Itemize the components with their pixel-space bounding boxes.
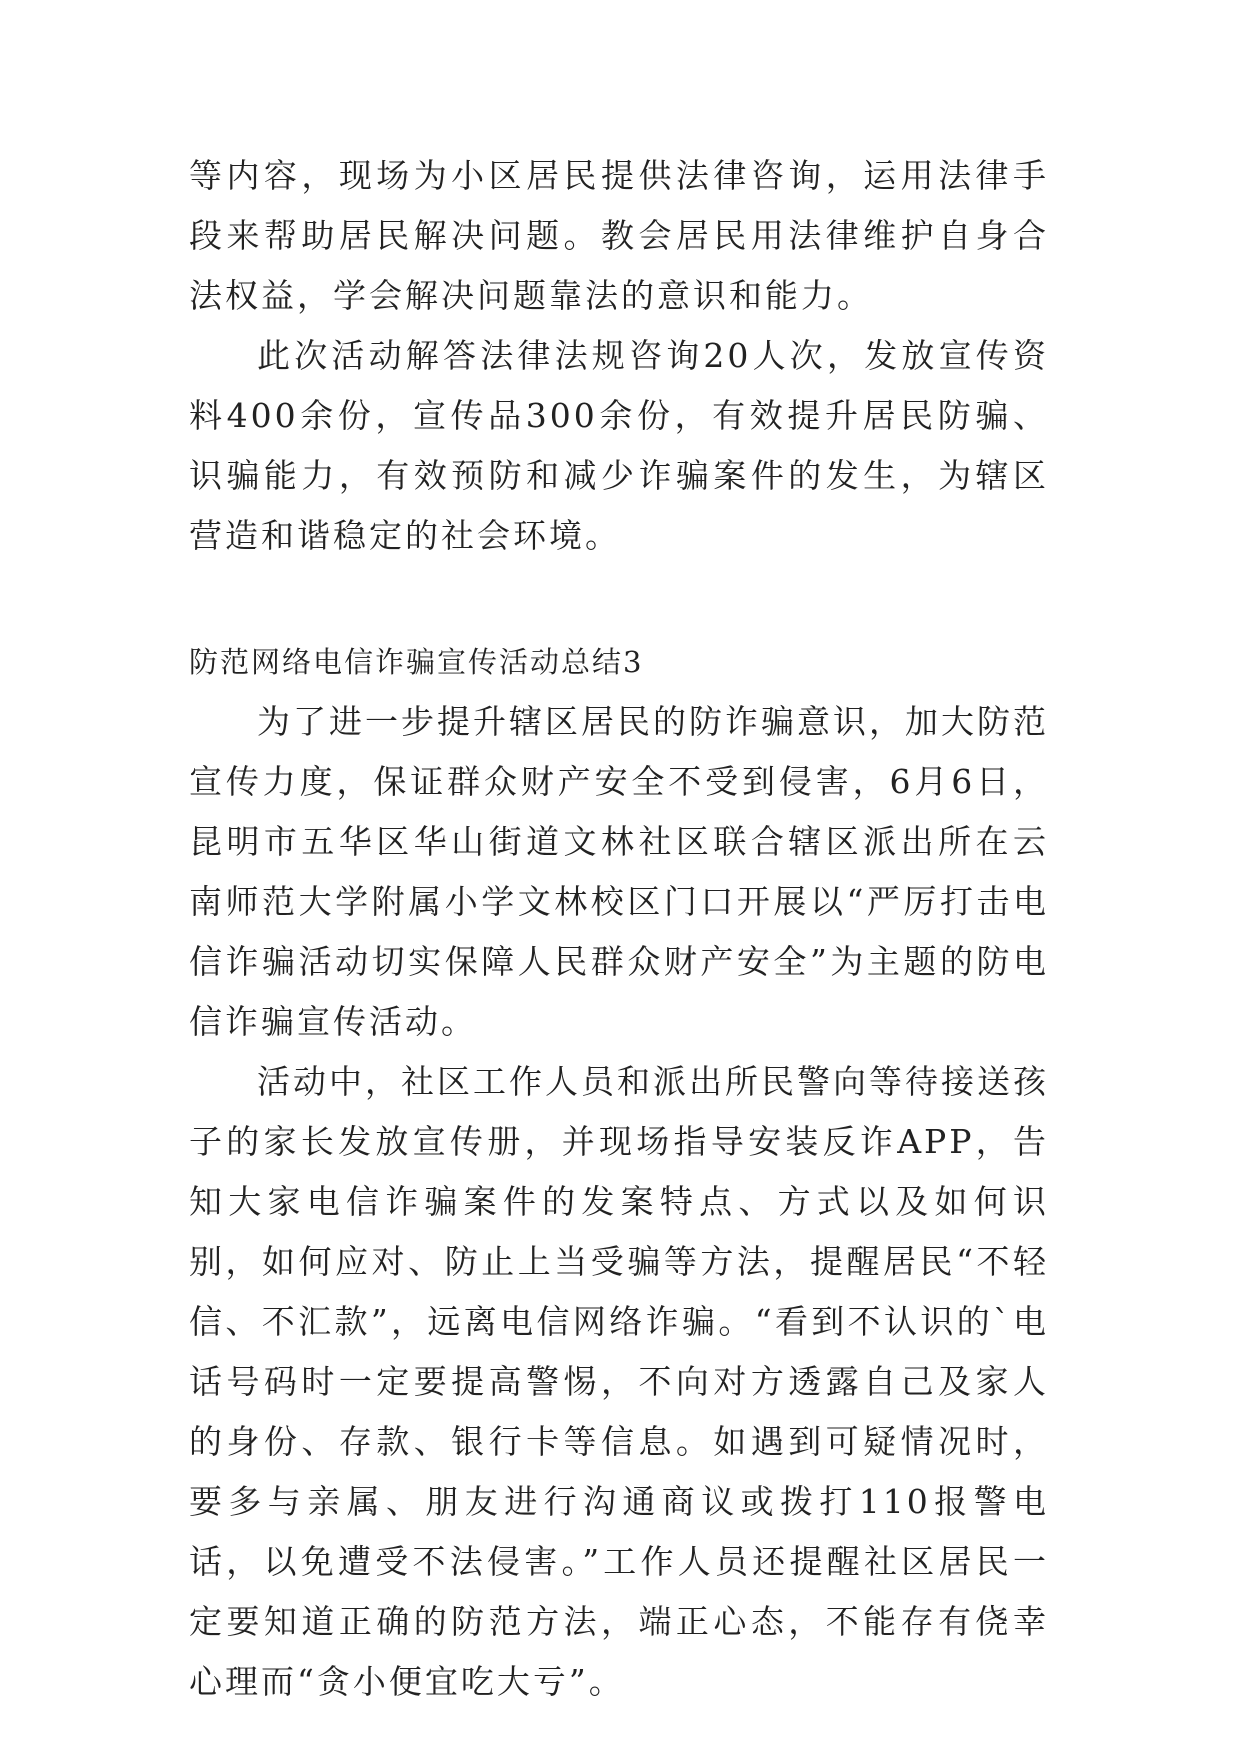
paragraph-activity-details: 活动中，社区工作人员和派出所民警向等待接送孩子的家长发放宣传册，并现场指导安装反诈APP，告知大家电信诈骗案件的发案特点、方式以及如何识别，如何应对、防止上当受骗等方法，提醒居民“不轻信、不汇款”，远离电信网络诈骗。“看到不认识的`电话号码时一定要提高警惕，不向对方透露自己及家人的身份、存款、银行卡等信息。如遇到可疑情况时，要多与亲属、朋友进行沟通商议或拨打110报警电话，以免遭受不法侵害。”工作人员还提醒社区居民一定要知道正确的防范方法，端正心态，不能存有侥幸心理而“贪小便宜吃大亏”。 bbox=[189, 1062, 1049, 1701]
section-gap bbox=[189, 566, 1049, 632]
paragraph-activity-results: 此次活动解答法律法规咨询20人次，发放宣传资料400余份，宣传品300余份，有效提升居民防骗、识骗能力，有效预防和减少诈骗案件的发生，为辖区营造和谐稳定的社会环境。 bbox=[189, 336, 1049, 555]
section-heading: 防范网络电信诈骗宣传活动总结3 bbox=[189, 645, 644, 679]
document-body bbox=[189, 146, 1049, 1712]
paragraph-intro: 为了进一步提升辖区居民的防诈骗意识，加大防范宣传力度，保证群众财产安全不受到侵害，6月6日，昆明市五华区华山街道文林社区联合辖区派出所在云南师范大学附属小学文林校区门口开展以“严厉打击电信诈骗活动切实保障人民群众财产安全”为主题的防电信诈骗宣传活动。 bbox=[189, 702, 1049, 1041]
paragraph-continuation: 等内容，现场为小区居民提供法律咨询，运用法律手段来帮助居民解决问题。教会居民用法律维护自身合法权益，学会解决问题靠法的意识和能力。 bbox=[189, 156, 1049, 315]
